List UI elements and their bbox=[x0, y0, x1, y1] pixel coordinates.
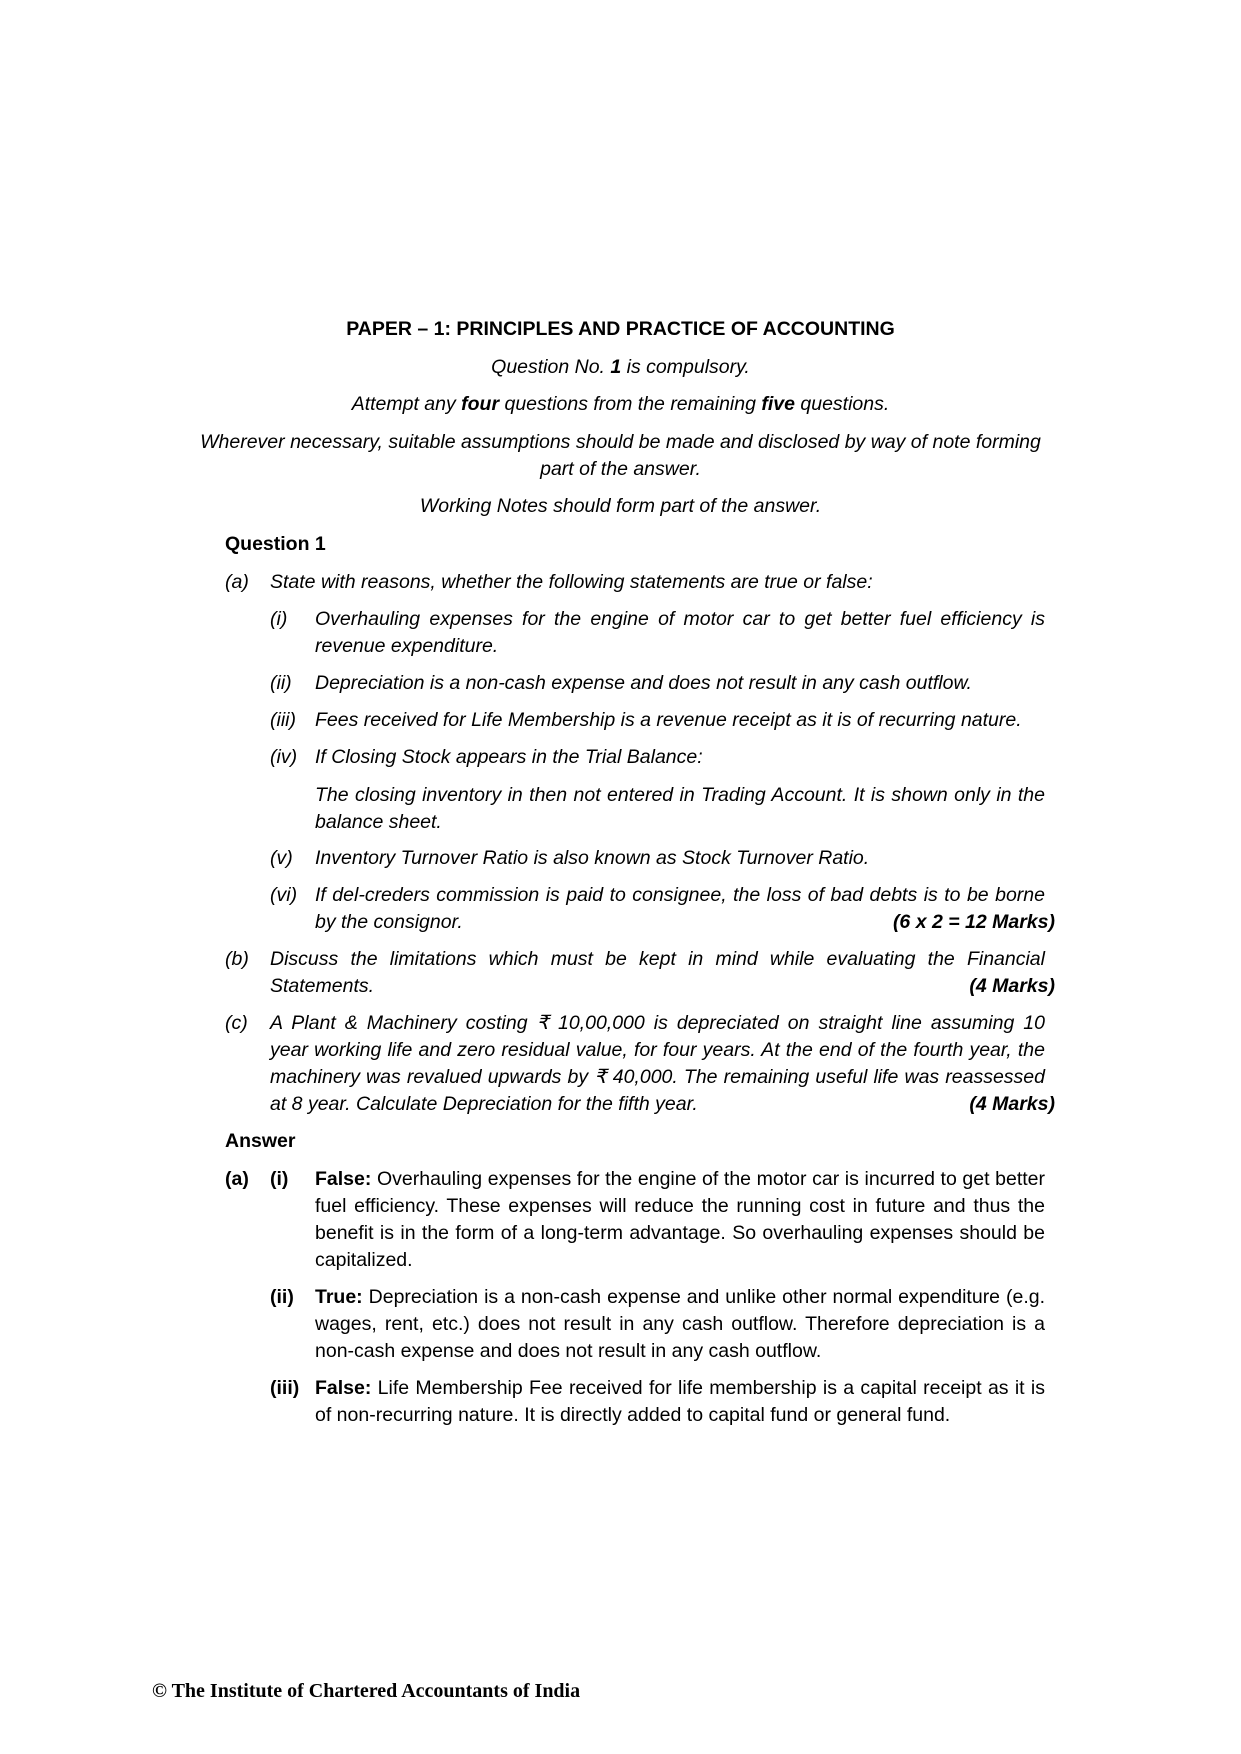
question-b-line2: Statements. bbox=[270, 975, 375, 997]
question-b-line1: Discuss the limitations which must be kept in mind while evaluating the Financial bbox=[270, 948, 1045, 970]
statement-i: Overhauling expenses for the engine of motor car to get better fuel efficiency is revenue expenditure. bbox=[315, 608, 1045, 657]
instr-bold: 1 bbox=[610, 356, 622, 378]
statement-iii: Fees received for Life Membership is a revenue receipt as it is of recurring nature. bbox=[315, 709, 1022, 731]
question-c-line3: machinery was revalued upwards by ₹ 40,000. The remaining useful life was reassessed bbox=[270, 1066, 1045, 1088]
question-c-line2: year working life and zero residual value, for four years. At the end of the fourth year, the bbox=[270, 1039, 1045, 1061]
instruction-assumptions-line1: Wherever necessary, suitable assumptions should be made and disclosed by way of note forming bbox=[200, 431, 1041, 453]
answer-verdict: False: bbox=[315, 1168, 372, 1190]
answer-verdict: True: bbox=[315, 1286, 363, 1308]
marks-b: (4 Marks) bbox=[969, 975, 1055, 997]
instr-text: Question No. bbox=[491, 356, 611, 378]
item-label: (iii) bbox=[270, 709, 296, 731]
instr-text: questions. bbox=[794, 393, 890, 415]
question-label-a: (a) bbox=[225, 571, 249, 593]
footer-copyright: © The Institute of Chartered Accountants of India bbox=[152, 1680, 581, 1702]
instruction-attempt bbox=[0, 391, 1241, 418]
answer-iii bbox=[315, 1375, 1045, 1429]
item-label: (ii) bbox=[270, 672, 292, 694]
question-c-line4: at 8 year. Calculate Depreciation for the fifth year. bbox=[270, 1093, 698, 1115]
question-a-text: State with reasons, whether the following statements are true or false: bbox=[270, 571, 873, 593]
marks-a: (6 x 2 = 12 Marks) bbox=[892, 911, 1055, 933]
answer-heading: Answer bbox=[225, 1130, 296, 1152]
instr-text: questions from the remaining bbox=[499, 393, 762, 415]
marks-c: (4 Marks) bbox=[969, 1093, 1055, 1115]
question-c-line1: A Plant & Machinery costing ₹ 10,00,000 is depreciated on straight line assuming 10 bbox=[270, 1012, 1045, 1034]
instr-text: is compulsory. bbox=[621, 356, 750, 378]
answer-text: Overhauling expenses for the engine of the motor car is incurred to get better fuel efficiency. These expenses will reduce the running cost in future and thus the benefit is in the form of a long-term advantage. So overhauling expenses should be capitalized. bbox=[315, 1168, 1045, 1271]
statement-vi-line2: by the consignor. bbox=[315, 911, 463, 933]
answer-item-label: (iii) bbox=[270, 1377, 300, 1399]
statement-iv: If Closing Stock appears in the Trial Balance: bbox=[315, 746, 703, 768]
statement-iv-detail: The closing inventory in then not entered in Trading Account. It is shown only in the balance sheet. bbox=[315, 784, 1045, 833]
answer-text: Depreciation is a non-cash expense and unlike other normal expenditure (e.g. wages, rent, etc.) does not result in any cash outflow. Therefore depreciation is a non-cash expense and does not result in any cash outflow. bbox=[315, 1286, 1045, 1362]
question-label-c: (c) bbox=[225, 1012, 248, 1034]
item-label: (vi) bbox=[270, 884, 298, 906]
paper-title: PAPER – 1: PRINCIPLES AND PRACTICE OF ACCOUNTING bbox=[346, 318, 895, 340]
answer-verdict: False: bbox=[315, 1377, 372, 1399]
answer-label-a: (a) bbox=[225, 1168, 249, 1190]
item-label: (v) bbox=[270, 847, 293, 869]
question-label-b: (b) bbox=[225, 948, 249, 970]
item-label: (iv) bbox=[270, 746, 298, 768]
instruction-compulsory bbox=[0, 354, 1241, 381]
statement-ii: Depreciation is a non-cash expense and does not result in any cash outflow. bbox=[315, 672, 972, 694]
question-heading: Question 1 bbox=[225, 533, 326, 555]
answer-item-label: (i) bbox=[270, 1168, 289, 1190]
answer-i bbox=[315, 1166, 1045, 1274]
instruction-assumptions-line2: part of the answer. bbox=[540, 458, 701, 480]
answer-item-label: (ii) bbox=[270, 1286, 294, 1308]
instruction-working-notes: Working Notes should form part of the answer. bbox=[419, 495, 822, 517]
statement-v: Inventory Turnover Ratio is also known as Stock Turnover Ratio. bbox=[315, 847, 870, 869]
answer-ii bbox=[315, 1284, 1045, 1365]
instr-bold: five bbox=[761, 393, 795, 415]
answer-text: Life Membership Fee received for life membership is a capital receipt as it is of non-recurring nature. It is directly added to capital fund or general fund. bbox=[315, 1377, 1045, 1426]
instr-text: Attempt any bbox=[351, 393, 462, 415]
instr-bold: four bbox=[461, 393, 500, 415]
statement-vi-line1: If del-creders commission is paid to consignee, the loss of bad debts is to be borne bbox=[315, 884, 1045, 906]
item-label: (i) bbox=[270, 608, 288, 630]
